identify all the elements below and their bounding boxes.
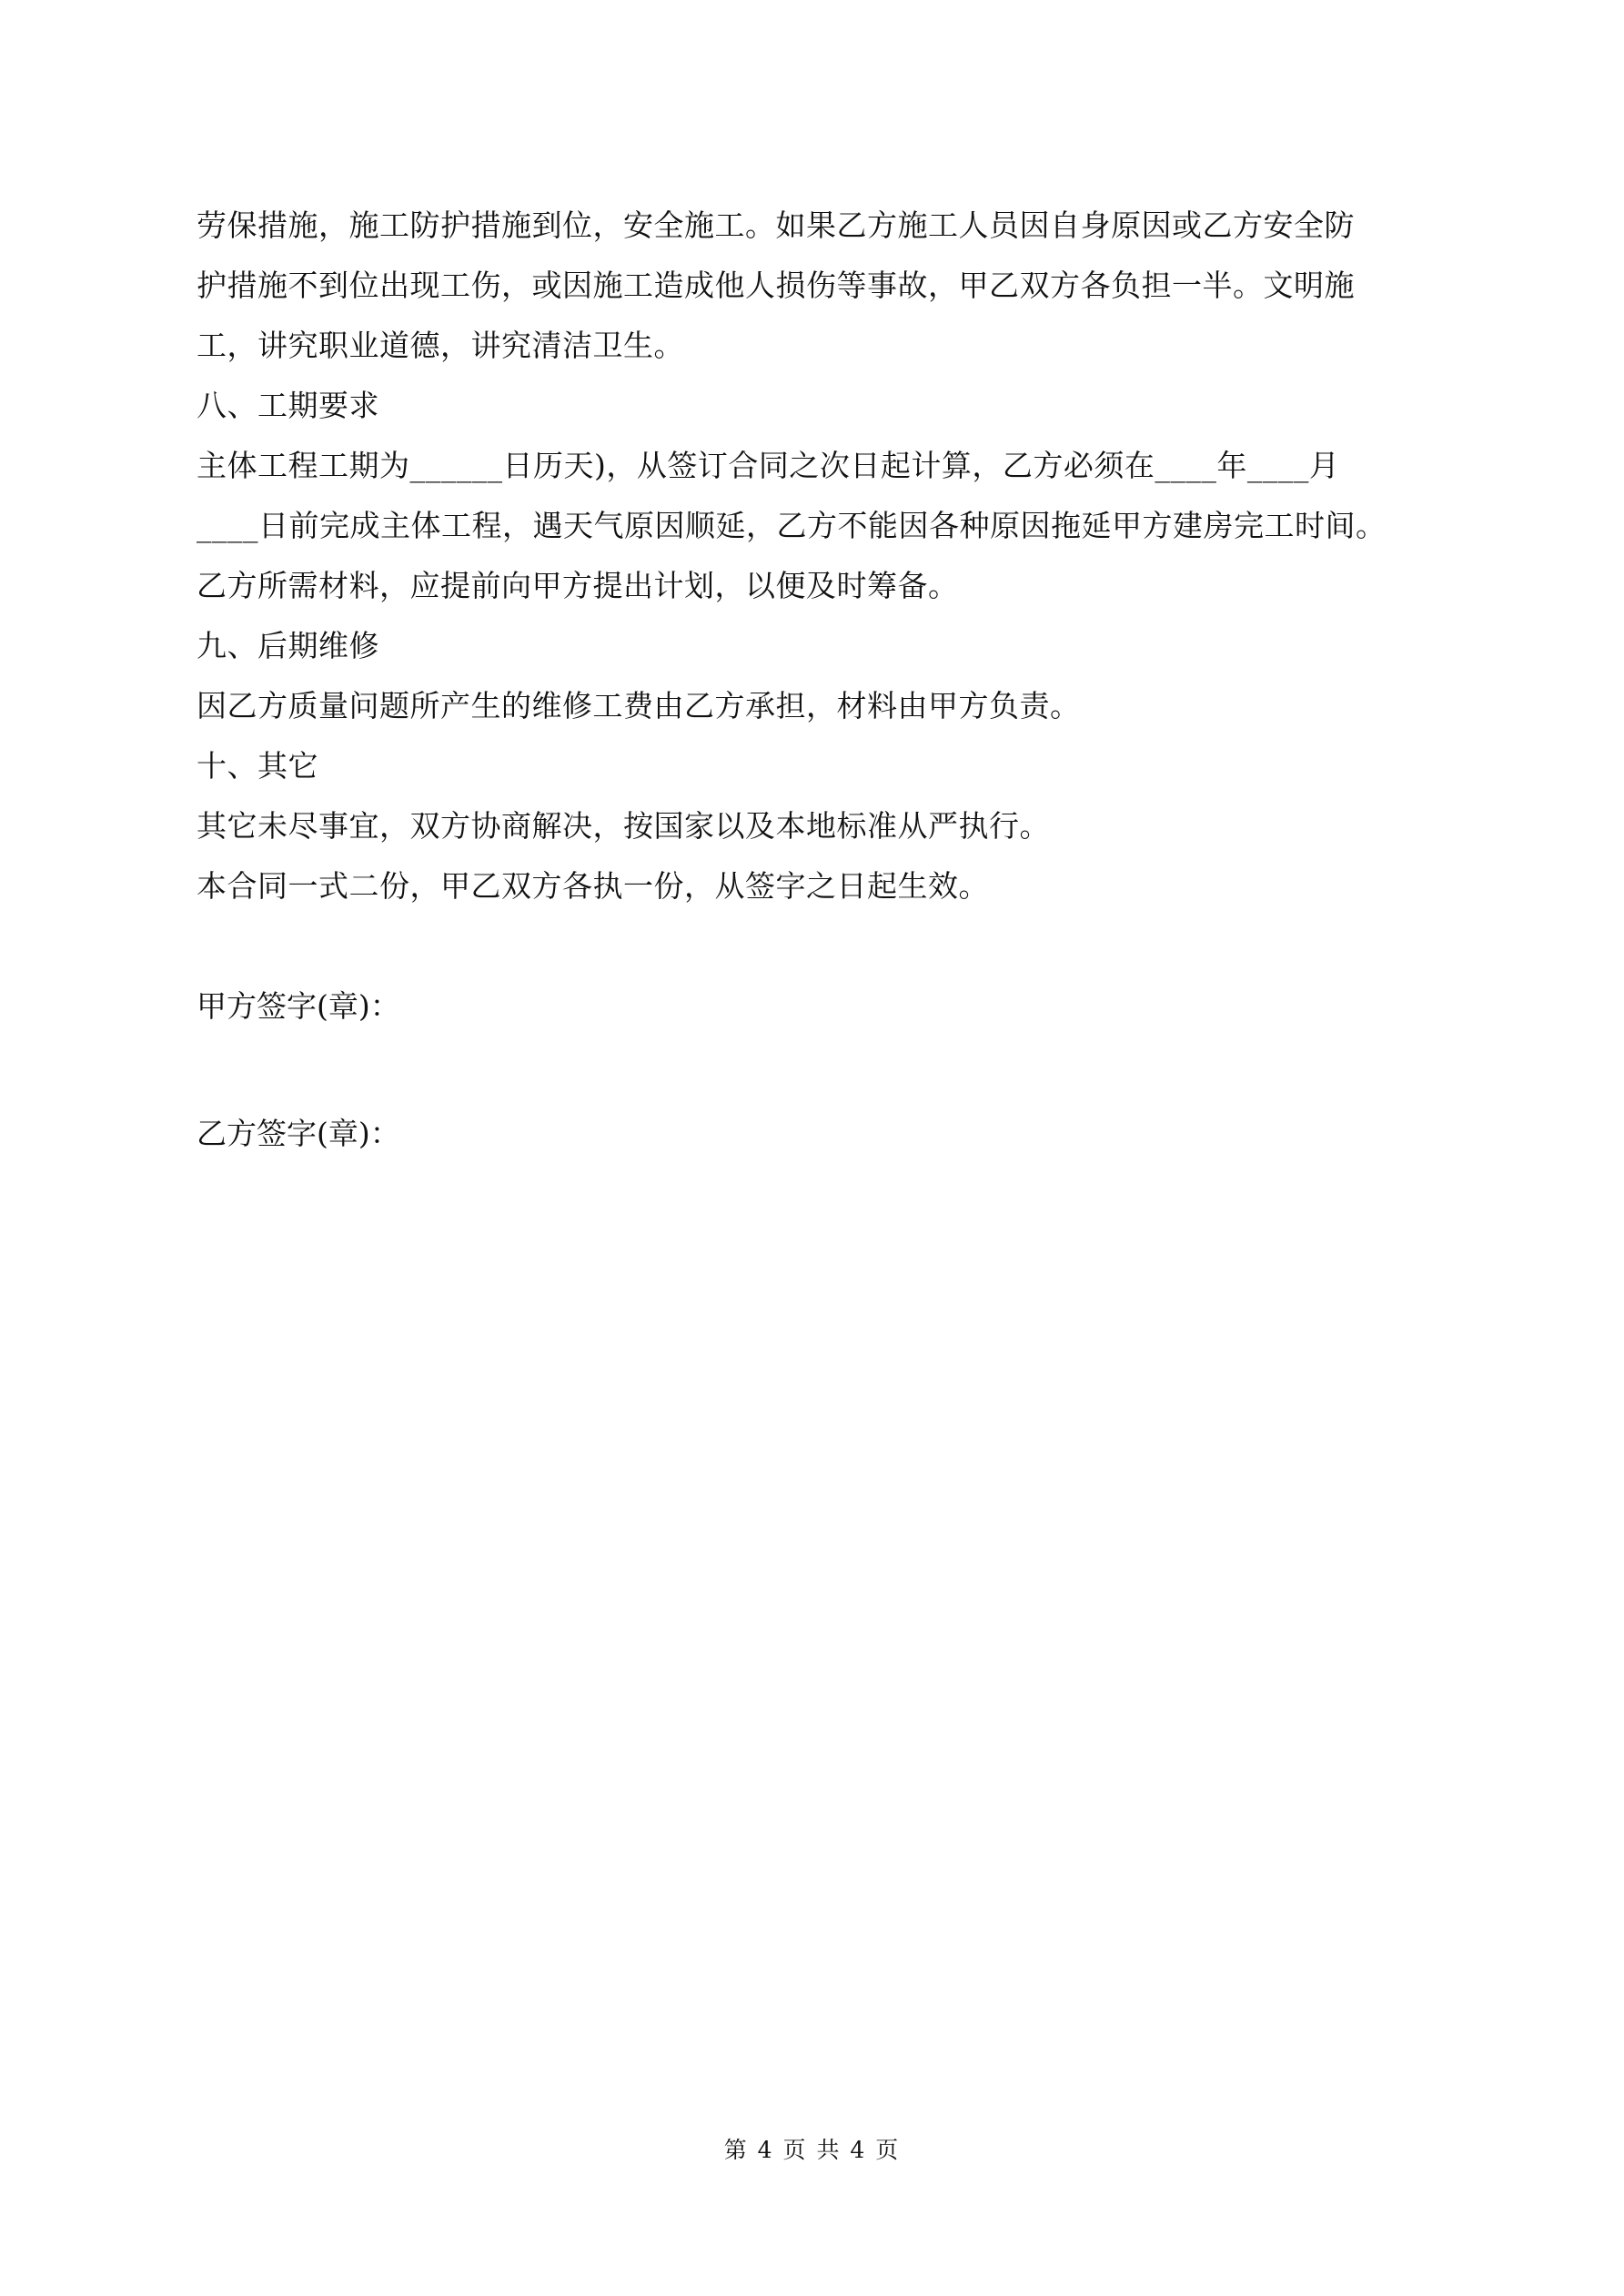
paragraph-line: 护措施不到位出现工伤，或因施工造成他人损伤等事故，甲乙双方各负担一半。文明施 xyxy=(197,268,1355,303)
paragraph-line: ____日前完成主体工程，遇天气原因顺延，乙方不能因各种原因拖延甲方建房完工时间。 xyxy=(197,508,1387,543)
document-body xyxy=(197,196,1452,1164)
paragraph-line: 因乙方质量问题所产生的维修工费由乙方承担，材料由甲方负责。 xyxy=(197,688,1081,723)
signature-party-b: 乙方签字(章)： xyxy=(197,1116,400,1151)
signature-party-a: 甲方签字(章)： xyxy=(197,988,400,1024)
section-heading-maintenance: 九、后期维修 xyxy=(197,628,379,663)
page-number: 第 4 页 共 4 页 xyxy=(723,2137,901,2163)
paragraph-line: 主体工程工期为______日历天)，从签订合同之次日起计算，乙方必须在____年____月 xyxy=(197,448,1340,483)
paragraph-line: 其它未尽事宜，双方协商解决，按国家以及本地标准从严执行。 xyxy=(197,808,1050,844)
blank-line xyxy=(197,916,1452,976)
paragraph-line: 本合同一式二份，甲乙双方各执一份，从签字之日起生效。 xyxy=(197,868,989,904)
section-heading-schedule: 八、工期要求 xyxy=(197,388,379,423)
paragraph-line: 工，讲究职业道德，讲究清洁卫生。 xyxy=(197,328,684,363)
section-heading-other: 十、其它 xyxy=(197,748,318,784)
blank-line xyxy=(197,1037,1452,1104)
paragraph-line: 乙方所需材料，应提前向甲方提出计划，以便及时筹备。 xyxy=(197,568,959,603)
paragraph-line: 劳保措施，施工防护措施到位，安全施工。如果乙方施工人员因自身原因或乙方安全防 xyxy=(197,207,1355,243)
